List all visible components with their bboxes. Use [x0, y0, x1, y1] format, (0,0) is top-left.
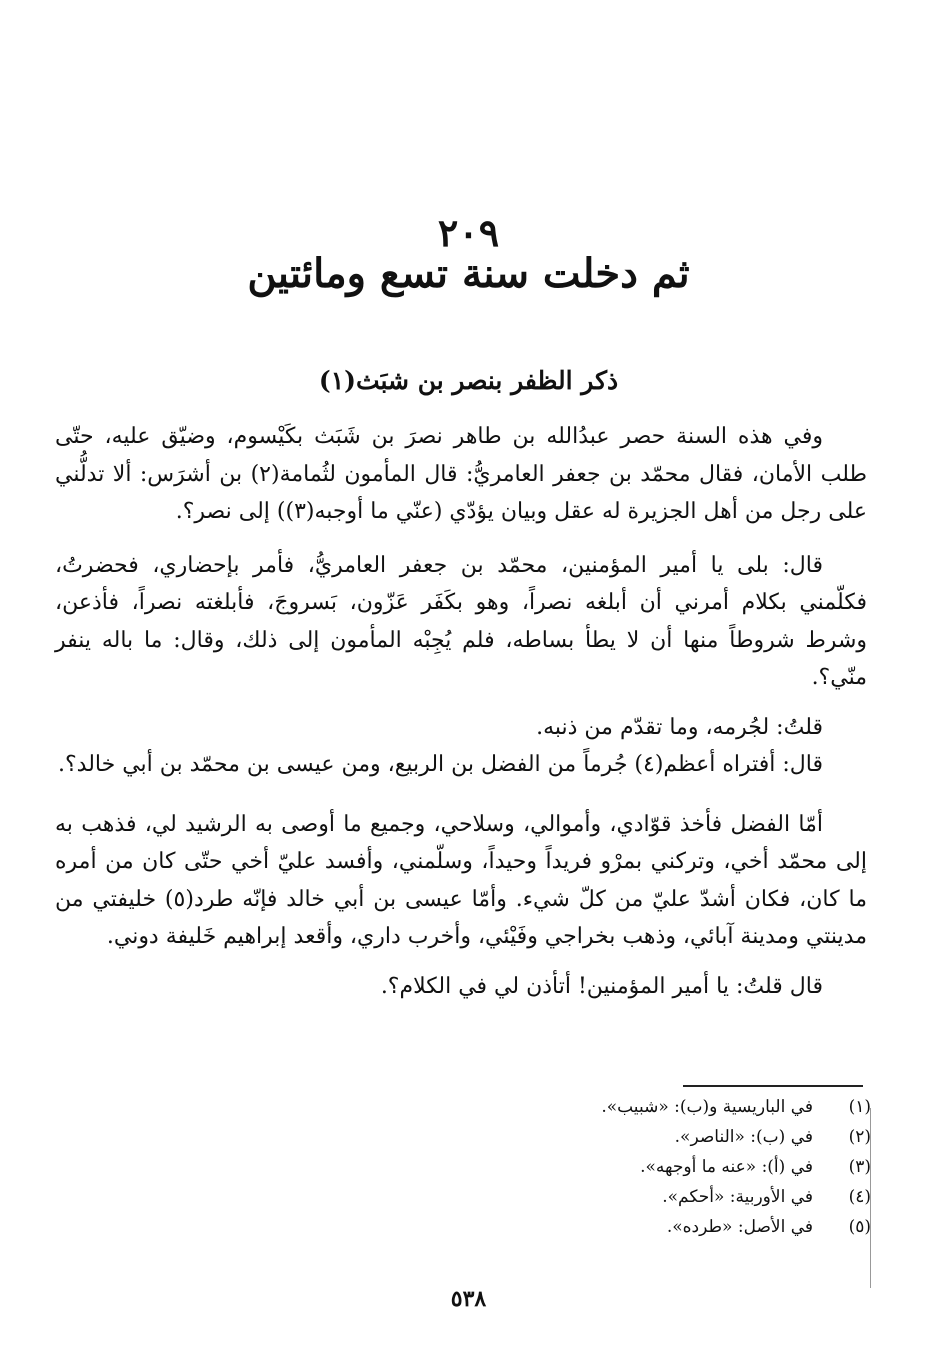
chapter-title: ثم دخلت سنة تسع ومائتين	[247, 250, 690, 297]
footnote-number: (٤)	[848, 1187, 871, 1207]
footnote-text: في الأصل: «طرده».	[666, 1217, 813, 1237]
footnote-separator	[683, 1085, 863, 1087]
paragraph-5: أمّا الفضل فأخذ قوّادي، وأموالي، وسلاحي، وجميع ما أوصى به الرشيد لي، فذهب به إلى محمّد أخي، وتركني بمرْو فريداً وحيداً، وسلّمني، وأفسد عليّ أخي حتّى كان من أمره ما كان، فكان أشدّ عليّ من كلّ شيء. وأمّا عيسى بن أبي خالد فإنّه طرد(٥) خليفتي من مدينتي ومدينة آبائي، وذهب بخراجي وفَيْئي، وأخرب داري، وأقعد إبراهيم خَليفة دوني.	[55, 811, 867, 949]
paragraph-1: وفي هذه السنة حصر عبدُالله بن طاهر نصرَ بن شَبَث بكَيْسوم، وضيّق عليه، حتّى طلب الأمان، فقال محمّد بن جعفر العامريُّ: قال المأمون لثُمامة(٢) بن أشرَس: ألا تدلُّني على رجل من أهل الجزيرة له عقل وبيان يؤدّي (عنّي ما أوجبه(٣)) إلى نصر؟.	[55, 424, 867, 524]
paragraph-4: قال: أفتراه أعظم(٤) جُرماً من الفضل بن الربيع، ومن عيسى بن محمّد بن أبي خالد؟.	[57, 752, 823, 777]
footnotes	[111, 1092, 871, 1242]
footnote-number: (٥)	[848, 1217, 871, 1237]
footnote-number: (١)	[848, 1097, 871, 1117]
paragraph-6: قال قلتُ: يا أمير المؤمنين! أتأذن لي في الكلام؟.	[380, 973, 823, 999]
footnote-number: (٣)	[848, 1157, 871, 1177]
footnote-text: في (أ): «عنه ما أوجهه».	[640, 1157, 813, 1177]
footnote	[111, 1182, 871, 1212]
footnote	[111, 1092, 871, 1122]
page-number: ٥٣٨	[450, 1286, 487, 1312]
footnote-text: في الباريسية و(ب): «شبيب».	[601, 1097, 813, 1117]
paragraph-3: قلتُ: لجُرمه، وما تقدّم من ذنبه.	[536, 714, 823, 740]
footnote-number: (٢)	[848, 1127, 871, 1147]
footnote	[111, 1122, 871, 1152]
section-heading: ذكر الظفر بنصر بن شبَث(١)	[318, 366, 619, 395]
body-text	[55, 418, 867, 1005]
footnote	[111, 1152, 871, 1182]
footnote-text: في الأوربية: «أحكم».	[662, 1187, 813, 1207]
page-edge-line	[870, 1108, 871, 1288]
paragraph-2: قال: بلى يا أمير المؤمنين، محمّد بن جعفر العامريُّ، فأمر بإحضاري، فحضرتُ، فكلّمني بكلام أمرني أن أبلغه نصراً، وهو بكَفَر عَزّون، بَسروجَ، فأبلغته نصراً، فأذعن، وشرط شروطاً منها أن لا يطأ بساطه، فلم يُجِبْه المأمون إلى ذلك، وقال: ما باله ينفر منّي؟.	[55, 552, 867, 690]
footnote	[111, 1212, 871, 1242]
year-number: ٢٠٩	[437, 210, 500, 255]
footnote-text: في (ب): «الناصر».	[674, 1127, 813, 1147]
